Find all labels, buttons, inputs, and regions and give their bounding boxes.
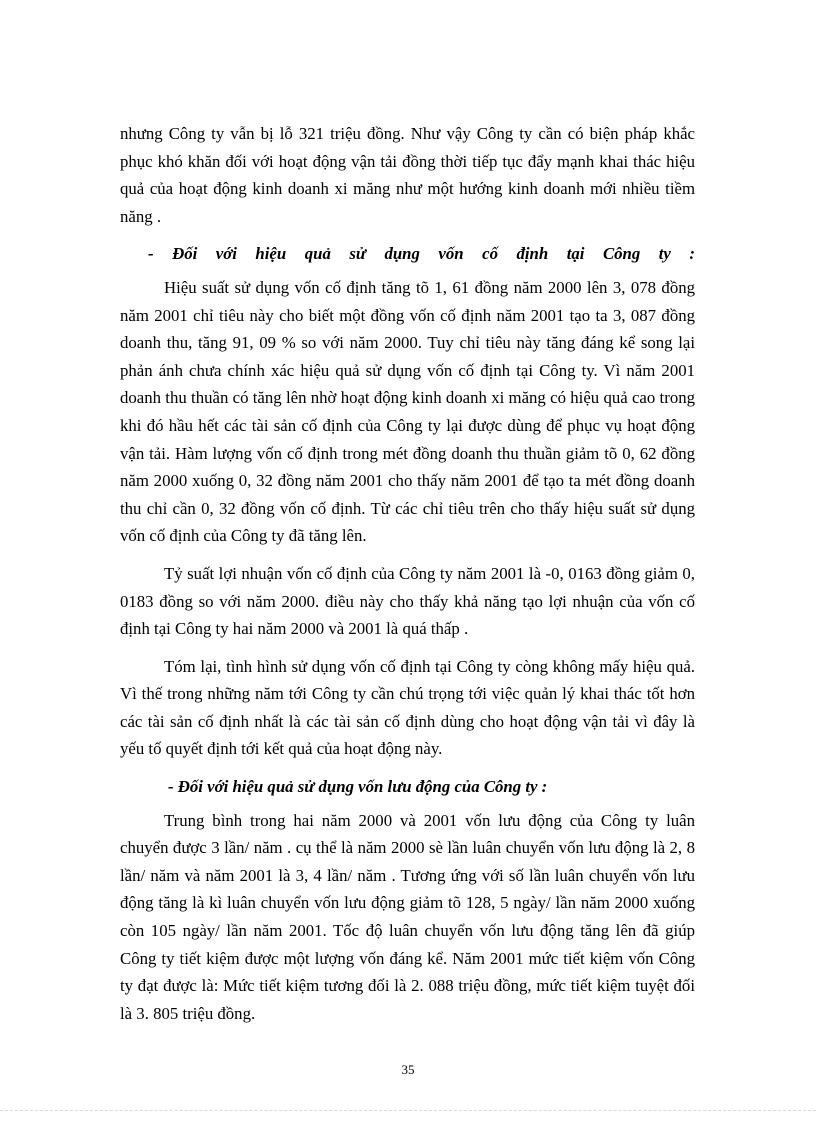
paragraph-fixed-capital-efficiency: Hiệu suất sử dụng vốn cố định tăng tõ 1, 61 đồng năm 2000 lên 3, 078 đồng năm 2001 chỉ tiêu này cho biết một đồng vốn cố định năm 2001 tạo ta 3, 087 đồng doanh thu, tăng 91, 09 % so với năm 2000. Tuy chỉ tiêu này tăng đáng kể song lại phản ánh chưa chính xác hiệu quả sử dụng vốn cố định tại Công ty. Vì năm 2001 doanh thu thuần có tăng lên nhờ hoạt động kinh doanh xi măng có hiệu quả cao trong khi đó hầu hết các tài sản cố định của Công ty lại được dùng để phục vụ hoạt động vận tải. Hàm lượng vốn cố định trong mét đồng doanh thu thuần giảm tõ 0, 62 đồng năm 2000 xuống 0, 32 đồng năm 2001 cho thấy năm 2001 để tạo ta mét đồng doanh thu chỉ cần 0, 32 đồng vốn cố định. Từ các chỉ tiêu trên cho thấy hiệu suất sử dụng vốn cố định của Công ty đã tăng lên. (120, 277, 695, 546)
paragraph-continuation: nhưng Công ty vẫn bị lỗ 321 triệu đồng. Như vậy Công ty cần có biện pháp khắc phục khó khăn đối với hoạt động vận tải đồng thời tiếp tục đẩy mạnh khai thác hiệu quả của hoạt động kinh doanh xi măng như một hướng kinh doanh mới nhiều tiềm năng . (120, 124, 695, 226)
paragraph-fixed-capital-profit: Tỷ suất lợi nhuận vốn cố định của Công ty năm 2001 là -0, 0163 đồng giảm 0, 0183 đồng so với năm 2000. điều này cho thấy khả năng tạo lợi nhuận của vốn cố định tại Công ty hai năm 2000 và 2001 là quá thấp . (120, 563, 695, 639)
page-bottom-divider (0, 1110, 816, 1111)
paragraph-working-capital: Trung bình trong hai năm 2000 và 2001 vốn lưu động của Công ty luân chuyển được 3 lần/ năm . cụ thể là năm 2000 sè lần luân chuyển vốn lưu động là 2, 8 lần/ năm và năm 2001 là 3, 4 lần/ năm . Tương ứng với số lần luân chuyển vốn lưu động tăng là kì luân chuyển vốn lưu động giảm tõ 128, 5 ngày/ lần năm 2000 xuống còn 105 ngày/ lần năm 2001. Tốc độ luân chuyển vốn lưu động tăng lên đã giúp Công ty tiết kiệm được một lượng vốn đáng kể. Năm 2001 mức tiết kiệm vốn Công ty đạt được là: Mức tiết kiệm tương đối là 2. 088 triệu đồng, mức tiết kiệm tuyệt đối là 3. 805 triệu đồng. (120, 810, 695, 1023)
paragraph-summary: Tóm lại, tình hình sử dụng vốn cố định tại Công ty còng không mấy hiệu quả. Vì thế trong những năm tới Công ty cần chú trọng tới việc quản lý khai thác tốt hơn các tài sản cố định nhất là các tài sản cố định dùng cho hoạt động vận tải vì đây là yếu tố quyết định tới kết quả của hoạt động này. (120, 656, 695, 759)
section-heading-working-capital: - Đối với hiệu quả sử dụng vốn lưu động của Công ty : (168, 777, 548, 797)
section-heading-fixed-capital: - Đối với hiệu quả sử dụng vốn cố định tại Công ty : (148, 244, 695, 264)
page-number: 35 (401, 1062, 415, 1077)
body-text (120, 120, 695, 1037)
